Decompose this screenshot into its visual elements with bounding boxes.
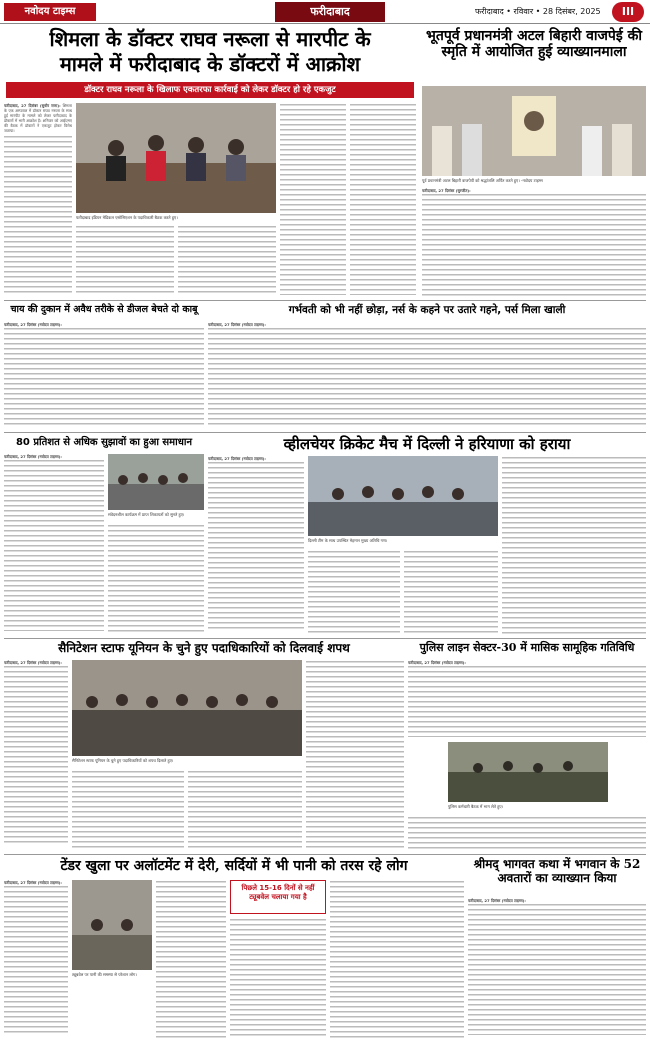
police-headline: पुलिस लाइन सेक्टर-30 में मासिक सामूहिक गतिविधि — [419, 641, 635, 654]
tea-story — [4, 304, 204, 430]
sanitation-headline: सैनिटेशन स्टाफ यूनियन के चुने हुए पदाधिकारियों को दिलवाई शपथ — [58, 641, 350, 655]
masthead-dateline: फरीदाबाद • रविवार • 28 दिसंबर, 2025 — [475, 7, 601, 16]
police-body-col-2 — [408, 816, 646, 850]
lead-body-col-1: फरीदाबाद, 27 दिसंबर (सुधीर राणा): शिमला के एक अस्पताल में डॉक्टर राघव नरूला के साथ हुई मारपीट के मामले को लेकर फरीदाबाद के डॉक्टरों में भारी आक्रोश है। शनिवार को आईएमए की बैठक में डॉक्टरों ने एकजुट होकर विरोध जताया। — [4, 103, 72, 295]
lead-photo-caption: फरीदाबाद इंडियन मेडिकल एसोसिएशन के पदाधिकारी बैठक करते हुए। — [76, 215, 178, 220]
tribute-photo-icon — [422, 86, 646, 176]
cricket-caption: दिल्ली टीम के साथ उपस्थित मेहमान मुख्य अतिथि गण। — [308, 538, 388, 543]
masthead — [0, 0, 650, 24]
lead-headline-line-2: मामले में फरीदाबाद के डॉक्टरों में आक्रोश — [59, 52, 361, 76]
section-title: फरीदाबाद — [275, 2, 385, 22]
tender-headline: टेंडर खुला पर अलॉटमेंट में देरी, सर्दियों में भी पानी को तरस रहे लोग — [60, 858, 408, 874]
police-story — [408, 642, 646, 852]
atal-photo — [422, 86, 646, 176]
bhagwat-story — [468, 858, 646, 1040]
lead-headline-line-1: शिमला के डॉक्टर राघव नरूला से मारपीट के — [49, 27, 371, 51]
atal-headline: भूतपूर्व प्रधानमंत्री अटल बिहारी वाजपेई की स्मृति में आयोजित हुई व्याख्यानमाला — [426, 28, 642, 61]
bhagwat-body: फरीदाबाद, 27 दिसंबर (नवोदय टाइम्स): — [468, 898, 646, 1038]
suggestions-body-col-2 — [108, 524, 204, 634]
group-photo-icon — [72, 660, 302, 756]
sanitation-body-col-2 — [72, 770, 184, 850]
sanitation-body: फरीदाबाद, 27 दिसंबर (नवोदय टाइम्स): — [4, 660, 68, 850]
crowd-photo-icon — [108, 454, 204, 510]
tea-body: फरीदाबाद, 27 दिसंबर (नवोदय टाइम्स): — [4, 322, 204, 428]
divider — [4, 854, 646, 855]
tubewell-photo-icon — [72, 880, 152, 970]
divider — [4, 432, 646, 433]
tender-caption: ट्यूबवेल पर पानी की समस्या से परेशान लोग। — [72, 972, 137, 977]
sanitation-caption: सैनिटेशन स्टाफ यूनियन के चुने हुए पदाधिकारियों को शपथ दिलाते हुए। — [72, 758, 174, 763]
police-photo-icon — [448, 742, 608, 802]
lead-story — [4, 28, 416, 298]
team-photo-icon — [308, 456, 498, 536]
suggestions-body: फरीदाबाद, 27 दिसंबर (नवोदय टाइम्स): — [4, 454, 104, 634]
atal-story — [422, 28, 646, 298]
cricket-headline: व्हीलचेयर क्रिकेट मैच में दिल्ली ने हरियाणा को हराया — [283, 435, 571, 453]
cricket-story — [208, 436, 646, 636]
lead-body-col-4 — [280, 103, 346, 295]
tender-story — [4, 858, 464, 1040]
atal-body: फरीदाबाद, 27 दिसंबर (सुरजीत): — [422, 188, 646, 298]
cricket-body-col-4 — [502, 456, 646, 634]
lead-photo — [76, 103, 276, 213]
lead-body-col-3 — [178, 225, 276, 295]
lead-body-col-5 — [350, 103, 416, 295]
suggestions-caption: संवेदनशील कार्यक्रम में प्राप्त शिकायतों को सुनते हुए। — [108, 512, 185, 517]
tender-body: फरीदाबाद, 27 दिसंबर (नवोदय टाइम्स): — [4, 880, 68, 1038]
tender-callout-text: पिछले 15-16 दिनों से नहीं ट्यूबवेल चलाया गया है — [241, 884, 315, 901]
suggestions-headline: 80 प्रतिशत से अधिक सुझावों का हुआ समाधान — [15, 437, 193, 448]
divider — [4, 300, 646, 301]
nurses-story — [208, 304, 646, 430]
cricket-body: फरीदाबाद, 27 दिसंबर (नवोदय टाइम्स): — [208, 456, 304, 634]
lead-body-col-2 — [76, 225, 174, 295]
police-caption: पुलिस कर्मचारी बैठक में भाग लेते हुए। — [448, 804, 504, 809]
cricket-body-col-2 — [308, 550, 400, 634]
tender-body-col-3 — [230, 918, 326, 1038]
police-body: फरीदाबाद, 27 दिसंबर (नवोदय टाइम्स): — [408, 660, 646, 740]
divider — [4, 638, 646, 639]
meeting-photo-icon — [76, 103, 276, 213]
tender-photo — [72, 880, 152, 970]
bhagwat-headline: श्रीमद् भागवत कथा में भगवान के 52 अवतारों का व्याख्यान किया — [473, 857, 641, 885]
sanitation-body-col-4 — [306, 660, 404, 850]
nurses-body: फरीदाबाद, 27 दिसंबर (नवोदय टाइम्स): — [208, 322, 646, 428]
sanitation-story — [4, 642, 404, 852]
tender-callout — [230, 880, 326, 914]
cricket-photo — [308, 456, 498, 536]
suggestions-photo — [108, 454, 204, 510]
sanitation-photo — [72, 660, 302, 756]
tender-body-col-2 — [156, 880, 226, 1038]
page-number: III — [612, 2, 644, 22]
tea-headline: चाय की दुकान में अवैध तरीके से डीजल बेचते दो काबू — [10, 304, 198, 315]
tender-body-col-4 — [330, 880, 464, 1038]
cricket-body-col-3 — [404, 550, 498, 634]
sanitation-body-col-3 — [188, 770, 302, 850]
newspaper-logo: नवोदय टाइम्स — [4, 3, 96, 21]
police-photo — [448, 742, 608, 802]
atal-photo-caption: पूर्व प्रधानमंत्री अटल बिहारी वाजपेयी को श्रद्धांजलि अर्पित करते हुए। -नवोदय टाइम्स — [422, 178, 543, 183]
nurses-headline: गर्भवती को भी नहीं छोड़ा, नर्स के कहने पर उतारे गहने, पर्स मिला खाली — [288, 304, 566, 316]
suggestions-story — [4, 436, 204, 636]
lead-subheadline: डॉक्टर राघव नरूला के खिलाफ एकतरफा कार्रवाई को लेकर डॉक्टर हो रहे एकजुट — [6, 82, 414, 98]
